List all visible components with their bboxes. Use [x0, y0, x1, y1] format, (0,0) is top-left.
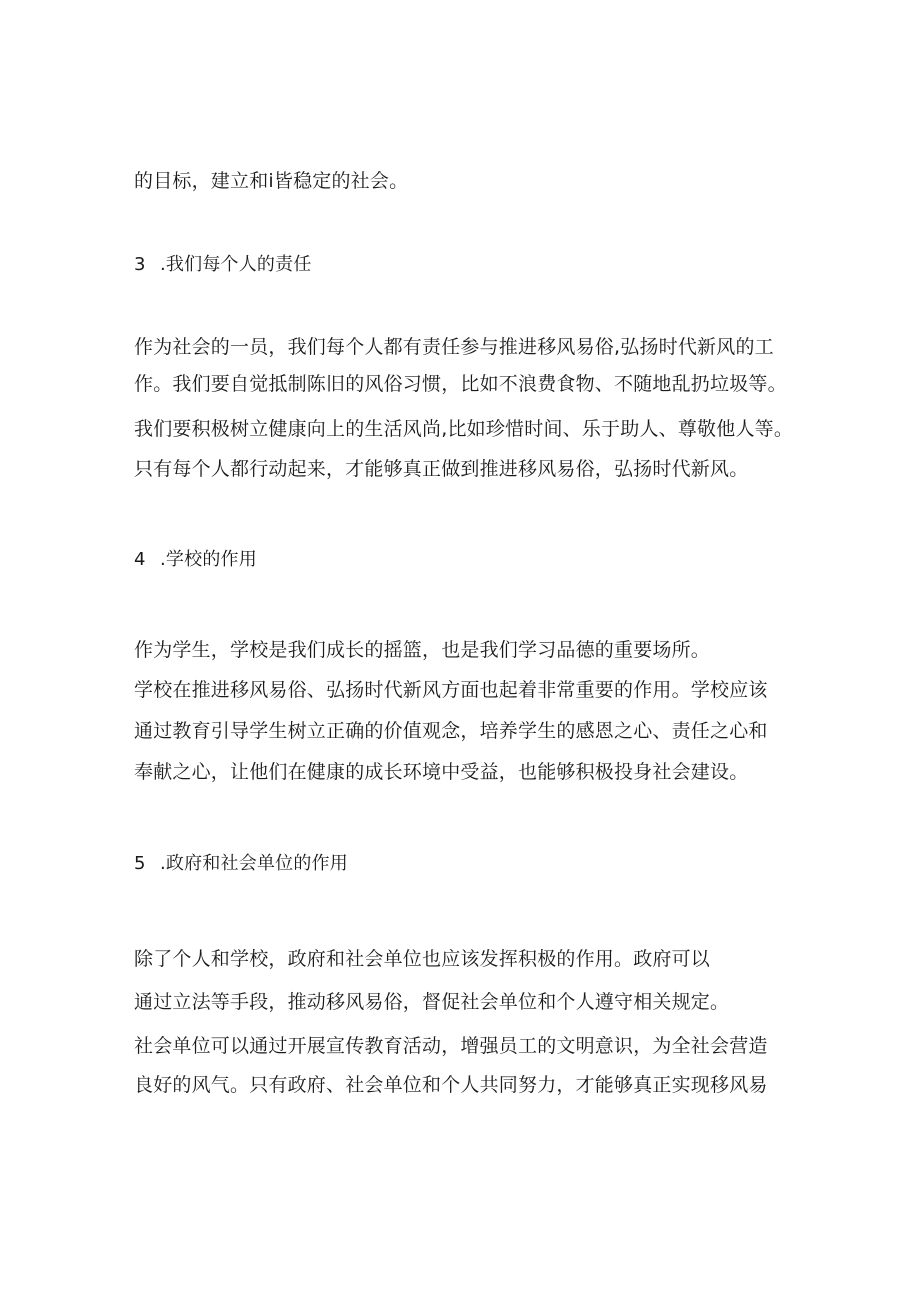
section-title: .政府和社会单位的作用 — [160, 853, 348, 874]
paragraph-line: 社会单位可以通过开展宣传教育活动，增强员工的文明意识，为全社会营造 — [134, 1035, 768, 1057]
paragraph-line: 我们要积极树立健康向上的生活风尚,比如珍惜时间、乐于助人、尊敬他人等。 — [134, 418, 794, 440]
section-heading-5 — [134, 852, 348, 876]
section-heading-3 — [134, 253, 312, 277]
paragraph-line: 只有每个人都行动起来，才能够真正做到推进移风易俗，弘扬时代新风。 — [134, 458, 749, 480]
section-number: 4 — [134, 549, 146, 570]
section-number: 5 — [134, 853, 146, 874]
paragraph-line: 学校在推进移风易俗、弘扬时代新风方面也起着非常重要的作用。学校应该 — [134, 679, 768, 701]
paragraph-line: 通过立法等手段，推动移风易俗，督促社会单位和个人遵守相关规定。 — [134, 991, 730, 1013]
paragraph-line: 奉献之心，让他们在健康的成长环境中受益，也能够积极投身社会建设。 — [134, 761, 749, 783]
section-title: .学校的作用 — [160, 549, 257, 570]
paragraph-line: 除了个人和学校，政府和社会单位也应该发挥积极的作用。政府可以 — [134, 948, 711, 970]
section-heading-4 — [134, 548, 257, 572]
section-title: .我们每个人的责任 — [160, 254, 312, 275]
paragraph-line: 作为学生，学校是我们成长的摇篮，也是我们学习品德的重要场所。 — [134, 639, 711, 661]
paragraph-line: 良好的风气。只有政府、社会单位和个人共同努力，才能够真正实现移风易 — [134, 1074, 768, 1096]
paragraph-line: 作。我们要自觉抵制陈旧的风俗习惯，比如不浪费食物、不随地乱扔垃圾等。 — [134, 373, 787, 395]
paragraph-line: 通过教育引导学生树立正确的价值观念，培养学生的感恩之心、责任之心和 — [134, 720, 768, 742]
paragraph-line: 作为社会的一员，我们每个人都有责任参与推进移风易俗,弘扬时代新风的工 — [134, 336, 774, 358]
intro-line: 的目标，建立和i皆稳定的社会。 — [134, 170, 409, 192]
section-number: 3 — [134, 254, 146, 275]
